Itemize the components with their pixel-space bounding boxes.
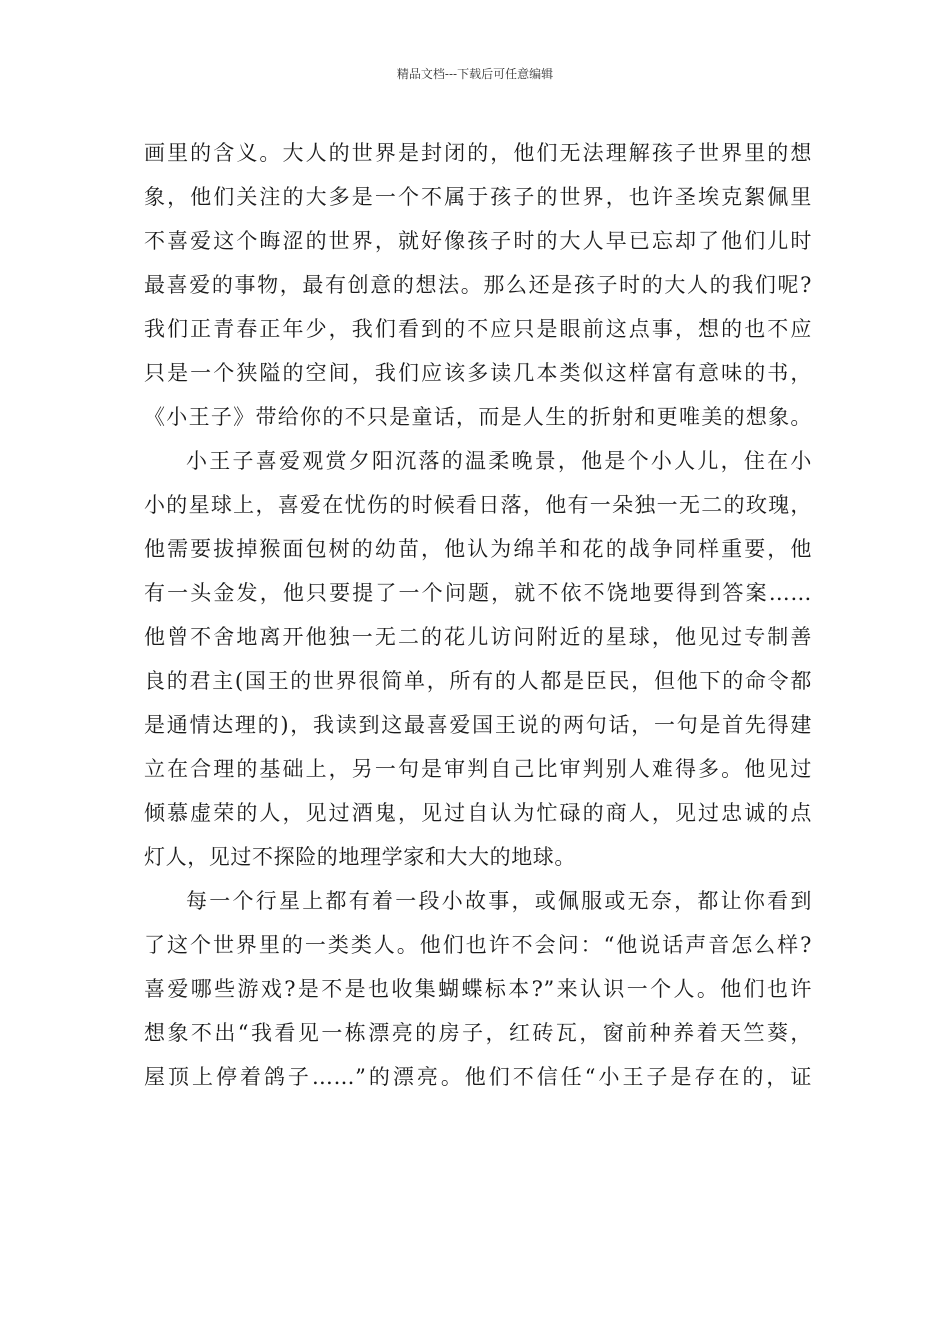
text-line-14: 是通情达理的)，我读到这最喜爱国王说的两句话，一句是首先得建 [144,713,812,737]
text-line-5: 我们正青春正年少，我们看到的不应只是眼前这点事，想的也不应 [144,317,812,341]
page-header: 精品文档---下载后可任意编辑 [396,67,554,81]
text-line-15: 立在合理的基础上，另一句是审判自己比审判别人难得多。他见过 [144,757,812,781]
paragraph-start-line: 小王子喜爱观赏夕阳沉落的温柔晚景，他是个小人儿，住在小 [186,449,812,473]
text-line-21: 想象不出“我看见一栋漂亮的房子，红砖瓦，窗前种养着天竺葵， [144,1021,812,1045]
body-text [144,131,812,1099]
text-line-7: 《小王子》带给你的不只是童话，而是人生的折射和更唯美的想象。 [144,405,812,429]
text-line-10: 他需要拔掉猴面包树的幼苗，他认为绵羊和花的战争同样重要，他 [144,537,812,561]
text-line-12: 他曾不舍地离开他独一无二的花儿访问附近的星球，他见过专制善 [144,625,812,649]
text-line-20: 喜爱哪些游戏?是不是也收集蝴蝶标本?”来认识一个人。他们也许 [144,977,812,1001]
text-line-22: 屋顶上停着鸽子……”的漂亮。他们不信任“小王子是存在的，证 [144,1065,812,1089]
text-line-4: 最喜爱的事物，最有创意的想法。那么还是孩子时的大人的我们呢? [144,273,812,297]
paragraph-start-line-2: 每一个行星上都有着一段小故事，或佩服或无奈，都让你看到 [186,889,812,913]
text-line-16: 倾慕虚荣的人，见过酒鬼，见过自认为忙碌的商人，见过忠诚的点 [144,801,812,825]
paragraph-end-line: 灯人，见过不探险的地理学家和大大的地球。 [144,845,576,869]
text-line-9: 小的星球上，喜爱在忧伤的时候看日落，他有一朵独一无二的玫瑰， [144,493,812,517]
text-line-6: 只是一个狭隘的空间，我们应该多读几本类似这样富有意味的书， [144,361,812,385]
text-line-1: 画里的含义。大人的世界是封闭的，他们无法理解孩子世界里的想 [144,141,812,165]
text-line-3: 不喜爱这个晦涩的世界，就好像孩子时的大人早已忘却了他们儿时 [144,229,812,253]
text-line-11: 有一头金发，他只要提了一个问题，就不依不饶地要得到答案…… [144,581,812,605]
text-line-2: 象，他们关注的大多是一个不属于孩子的世界，也许圣埃克絮佩里 [144,185,812,209]
text-line-19: 了这个世界里的一类类人。他们也许不会问：“他说话声音怎么样? [144,933,812,957]
text-line-13: 良的君主(国王的世界很简单，所有的人都是臣民，但他下的命令都 [144,669,812,693]
